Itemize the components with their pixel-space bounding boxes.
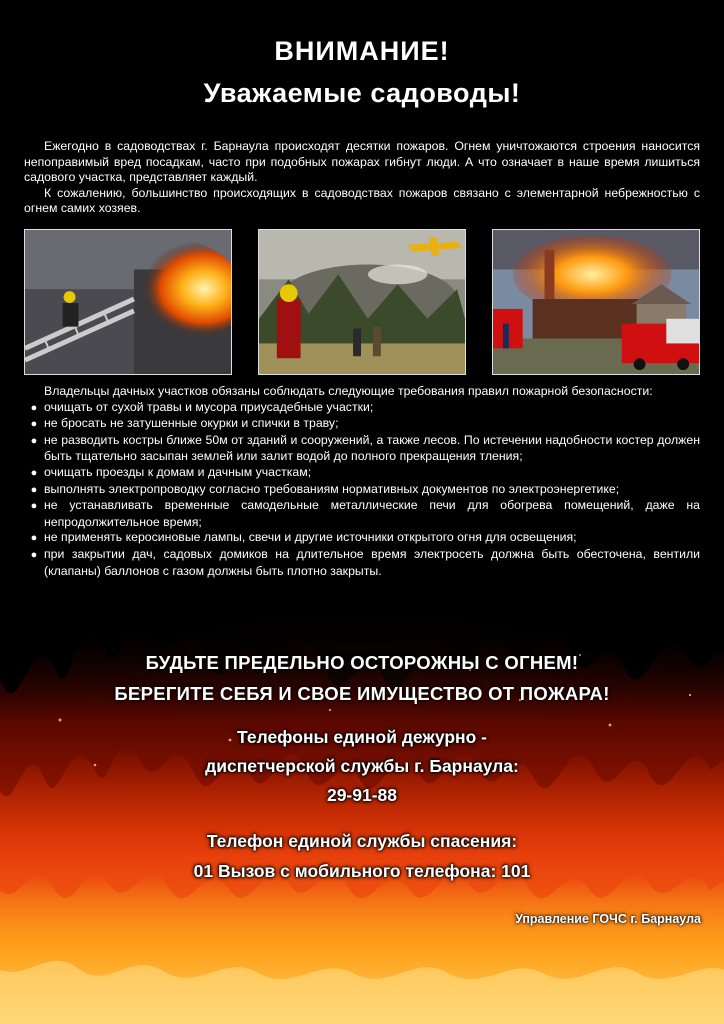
warning-line-2: БЕРЕГИТЕ СЕБЯ И СВОЕ ИМУЩЕСТВО ОТ ПОЖАРА! [114,683,610,704]
rule-text: не бросать не затушенные окурки и спички в траву; [44,416,339,431]
bullet-icon: ● [30,401,38,414]
list-item [24,433,700,465]
bullet-icon: ● [30,434,38,447]
warning-line-1: БУДЬТЕ ПРЕДЕЛЬНО ОСТОРОЖНЫ С ОГНЕМ! [145,652,579,673]
list-item [24,465,700,482]
firefighters-with-plane-photo [258,229,466,375]
bullet-icon: ● [30,548,38,561]
bullet-icon: ● [30,483,38,496]
rule-text: не разводить костры ближе 50м от зданий и сооружений, а также лесов. По истечении надобности костер должен быть тщательно засыпан землей или залит водой до полного прекращения тления; [44,432,700,464]
firefighter-on-ladder-photo [24,229,232,375]
list-item [24,482,700,499]
list-item [24,530,700,547]
bullet-icon: ● [30,466,38,479]
issuer-signature: Управление ГОЧС г. Барнаула [515,912,701,926]
rule-text: очищать от сухой травы и мусора приусадебные участки; [44,399,374,414]
list-item [24,400,700,417]
rescue-phone-numbers: 01 Вызов с мобильного телефона: 101 [193,861,531,881]
intro-paragraph-1: Ежегодно в садоводствах г. Барнаула происходят десятки пожаров. Огнем уничтожаются строения наносится непоправимый вред посадкам, часто при подобных пожарах гибнут люди. А что означает в наше время лишиться садового участка, представляет каждый. [24,139,700,185]
fire-safety-rules [24,384,700,579]
poster-subtitle: Уважаемые садоводы! [203,78,521,108]
poster-title: ВНИМАНИЕ! [274,36,450,66]
burning-house-firetruck-photo [492,229,700,375]
rule-text: при закрытии дач, садовых домиков на длительное время электросеть должна быть обесточена, вентили (клапаны) баллонов с газом должны быть плотно закрыты. [44,546,700,578]
rule-text: выполнять электропроводку согласно требованиям нормативных документов по электроэнергетике; [44,481,620,496]
rescue-service-label: Телефон единой службы спасения: [206,831,518,851]
rule-text: не применять керосиновые лампы, свечи и другие источники открытого огня для освещения; [44,530,577,545]
list-item [24,547,700,579]
bullet-icon: ● [30,500,38,513]
rules-lead: Владельцы дачных участков обязаны соблюдать следующие требования правил пожарной безопасности: [44,384,653,398]
bullet-icon: ● [30,532,38,545]
dispatch-phone-number: 29-91-88 [326,785,398,805]
dispatch-label-line-1: Телефоны единой дежурно - [237,727,487,747]
rule-text: очищать проезды к домам и дачным участкам; [44,464,312,479]
list-item [24,498,700,530]
dispatch-label-line-2: диспетчерской службы г. Барнаула: [205,756,519,776]
bullet-icon: ● [30,418,38,431]
intro-paragraph-2: К сожалению, большинство происходящих в садоводствах пожаров связано с элементарной небрежностью с огнем самих хозяев. [24,185,700,216]
rule-text: не устанавливать временные самодельные металлические печи для обогрева помещений, даже на непродолжительное время; [44,498,700,529]
photo-row [24,229,700,375]
list-item [24,416,700,433]
intro-text [24,139,700,217]
rules-list [24,400,700,580]
